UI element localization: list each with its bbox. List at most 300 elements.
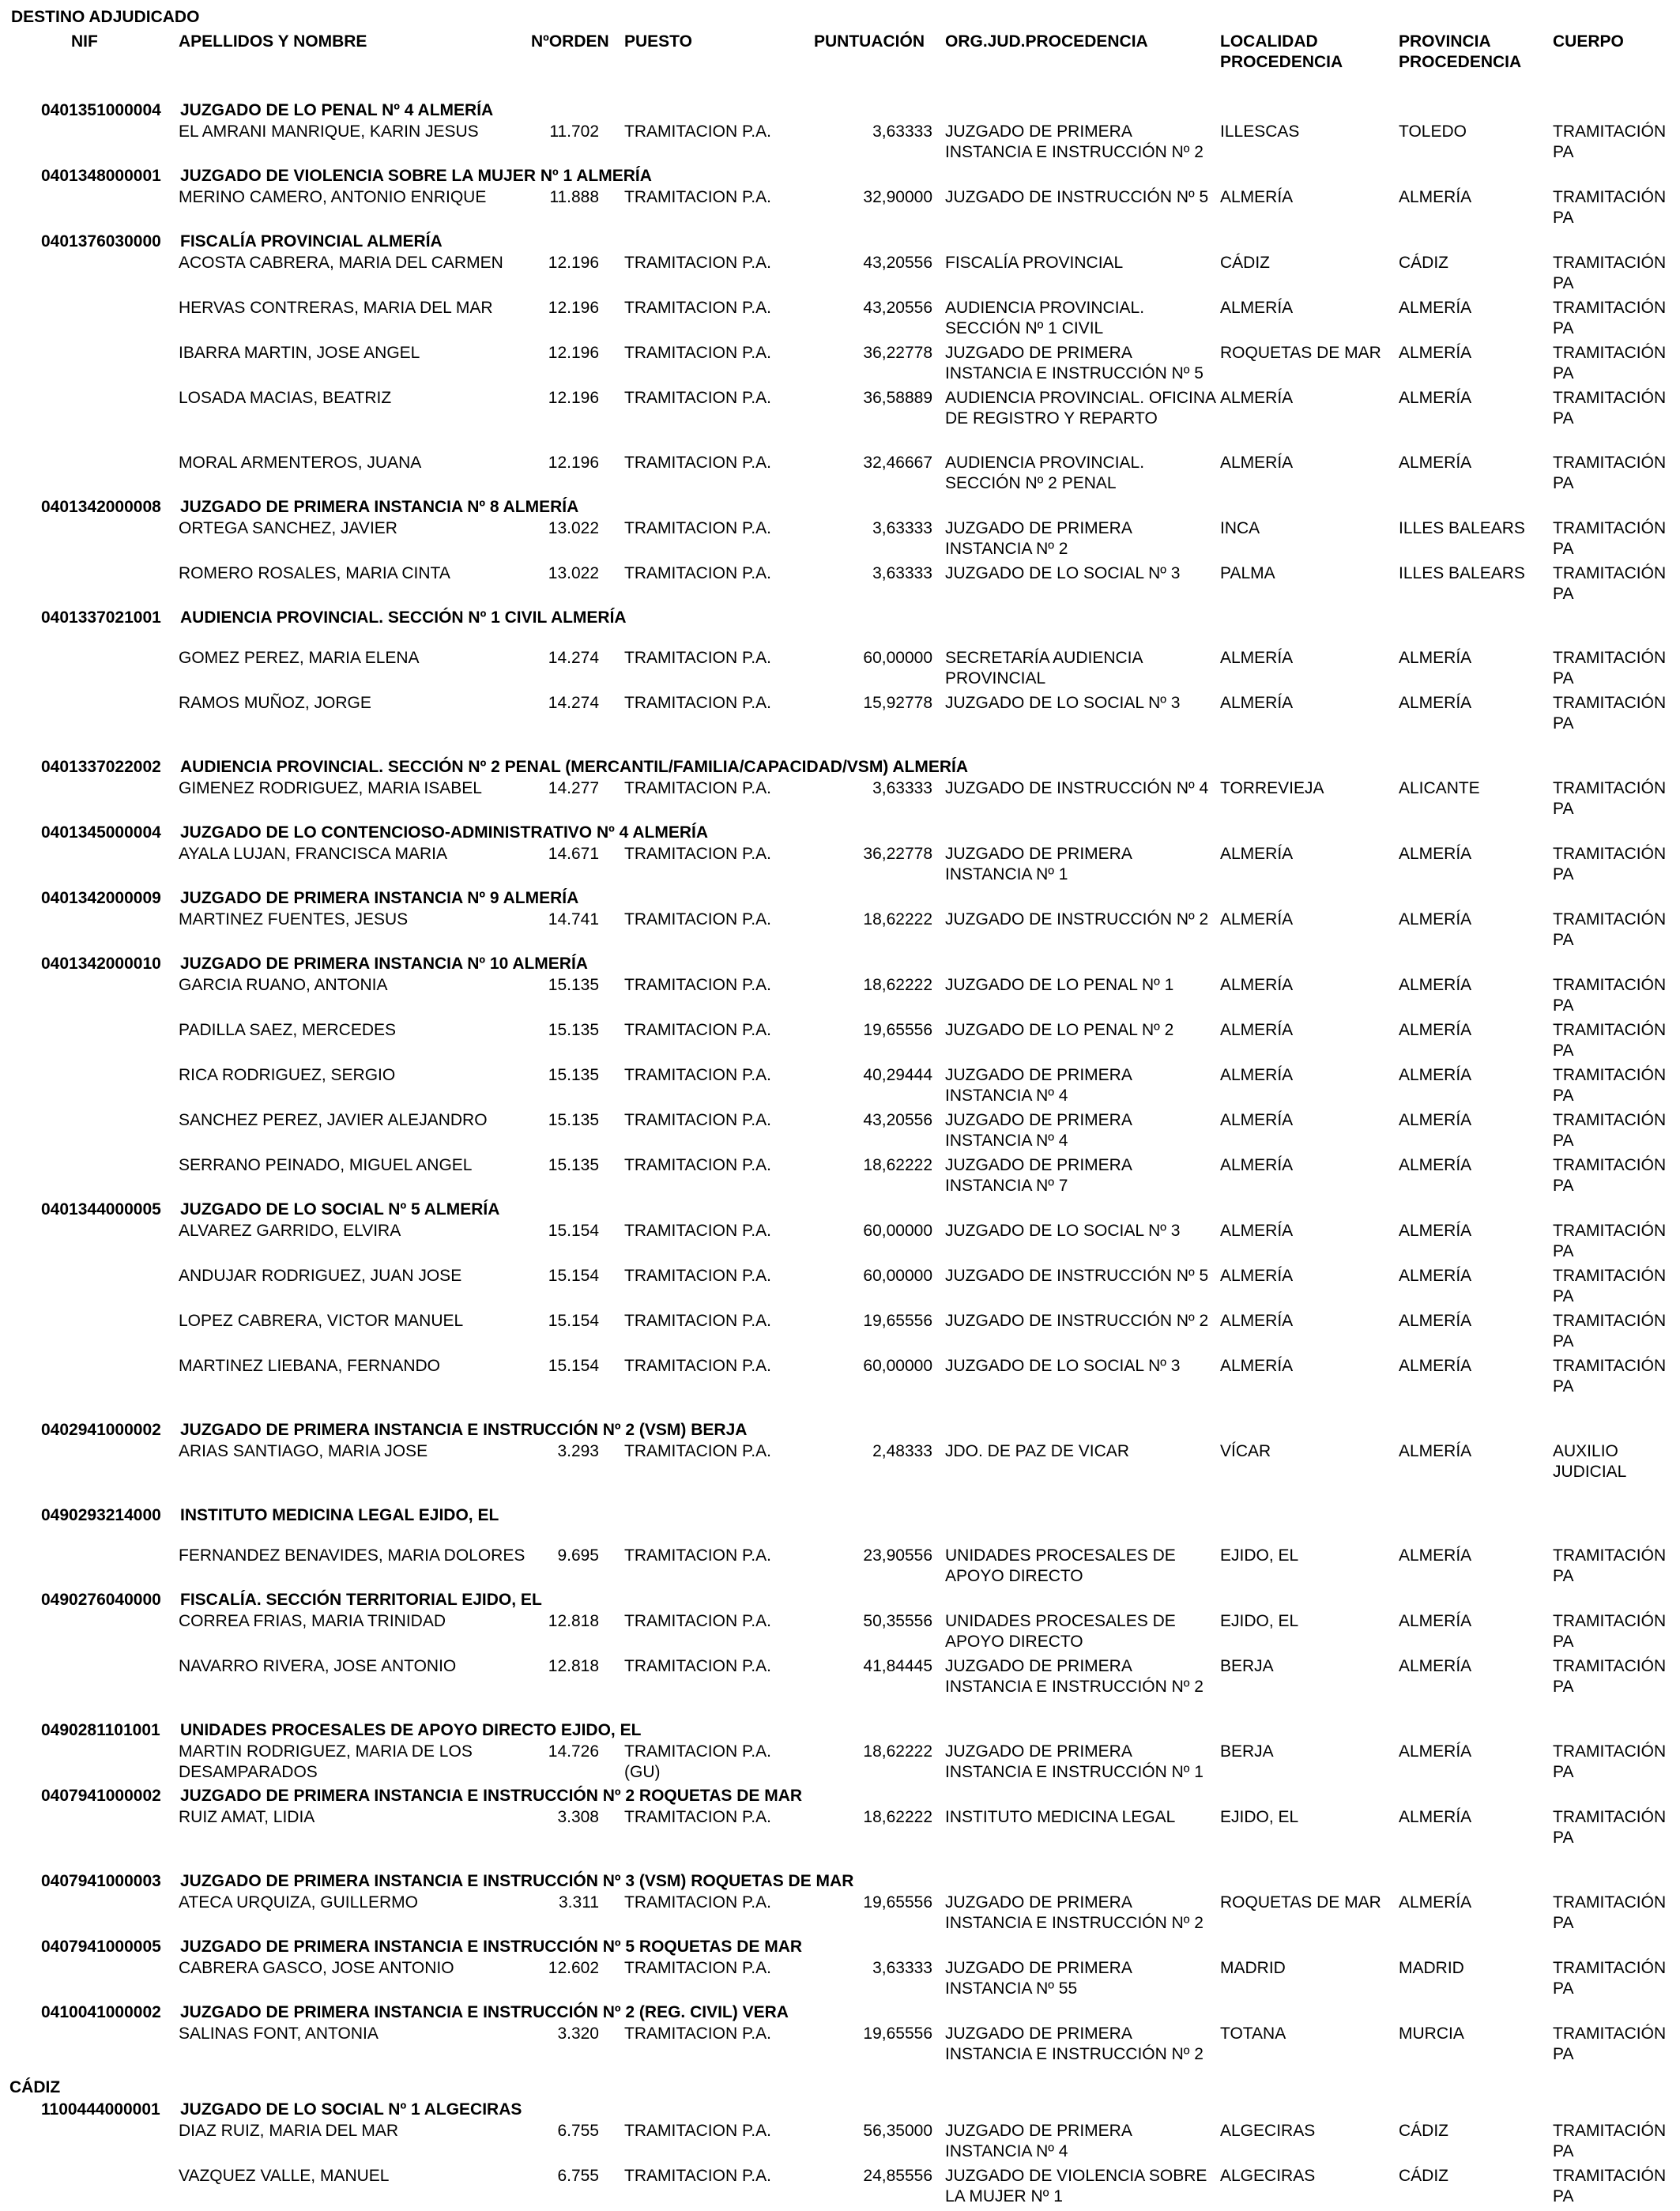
cell-apellidos-nombre: LOSADA MACIAS, BEATRIZ xyxy=(179,389,392,407)
cell-orden: 3.311 xyxy=(559,1893,599,1912)
cell-provincia: ALMERÍA xyxy=(1399,1357,1472,1375)
cell-apellidos-nombre: MORAL ARMENTEROS, JUANA xyxy=(179,454,422,472)
cell-puntuacion: 43,20556 xyxy=(863,299,932,317)
cell-org-procedencia: JUZGADO DE INSTRUCCIÓN Nº 2 xyxy=(945,1312,1209,1330)
table-row xyxy=(0,298,1680,343)
cell-cuerpo: TRAMITACIÓN PA xyxy=(1553,845,1667,883)
cell-provincia: ALMERÍA xyxy=(1399,389,1472,407)
cell-puesto: TRAMITACION P.A. xyxy=(624,845,771,863)
cell-org-procedencia: INSTITUTO MEDICINA LEGAL xyxy=(945,1808,1176,1826)
cell-cuerpo: AUXILIO JUDICIAL xyxy=(1553,1442,1627,1481)
cell-localidad: EJIDO, EL xyxy=(1220,1612,1299,1630)
cell-puntuacion: 19,65556 xyxy=(863,2025,932,2043)
cell-provincia: ALMERÍA xyxy=(1399,1156,1472,1174)
destination-nif: 0401337022002 xyxy=(41,758,161,776)
destination-name: JUZGADO DE PRIMERA INSTANCIA E INSTRUCCIÓN Nº 2 (VSM) BERJA xyxy=(180,1421,748,1439)
cell-puntuacion: 3,63333 xyxy=(872,1959,932,1977)
cell-org-procedencia: JUZGADO DE LO PENAL Nº 1 xyxy=(945,976,1174,994)
table-row xyxy=(0,693,1680,758)
cell-cuerpo: TRAMITACIÓN PA xyxy=(1553,1657,1667,1696)
cell-cuerpo: TRAMITACIÓN PA xyxy=(1553,910,1667,949)
destination-name: JUZGADO DE PRIMERA INSTANCIA Nº 10 ALMERÍA xyxy=(180,955,588,973)
cell-localidad: TORREVIEJA xyxy=(1220,779,1324,797)
cell-puntuacion: 32,46667 xyxy=(863,454,932,472)
cell-cuerpo: TRAMITACIÓN PA xyxy=(1553,649,1667,687)
cell-apellidos-nombre: RUIZ AMAT, LIDIA xyxy=(179,1808,315,1826)
cell-cuerpo: TRAMITACIÓN PA xyxy=(1553,2025,1667,2063)
cell-puesto: TRAMITACION P.A. xyxy=(624,1959,771,1977)
destination-nif: 0401342000008 xyxy=(41,498,161,516)
cell-localidad: EJIDO, EL xyxy=(1220,1546,1299,1565)
table-row xyxy=(0,343,1680,388)
cell-cuerpo: TRAMITACIÓN PA xyxy=(1553,1267,1667,1305)
table-row xyxy=(0,253,1680,298)
table-row xyxy=(0,1958,1680,2003)
cell-puntuacion: 43,20556 xyxy=(863,1111,932,1129)
cell-puntuacion: 3,63333 xyxy=(872,122,932,141)
destination-nif: 0490281101001 xyxy=(41,1721,160,1739)
cell-puesto: TRAMITACION P.A. xyxy=(624,1657,771,1675)
cell-puesto: TRAMITACION P.A. xyxy=(624,1111,771,1129)
destination-name: INSTITUTO MEDICINA LEGAL EJIDO, EL xyxy=(180,1506,499,1524)
cell-org-procedencia: JUZGADO DE PRIMERA INSTANCIA E INSTRUCCIÓN Nº 2 xyxy=(945,1657,1203,1696)
cell-orden: 15.154 xyxy=(548,1357,599,1375)
cell-apellidos-nombre: ATECA URQUIZA, GUILLERMO xyxy=(179,1893,418,1912)
cell-org-procedencia: JUZGADO DE PRIMERA INSTANCIA Nº 4 xyxy=(945,2122,1132,2160)
cell-apellidos-nombre: MERINO CAMERO, ANTONIO ENRIQUE xyxy=(179,188,487,206)
cell-puesto: TRAMITACION P.A. (GU) xyxy=(624,1742,771,1781)
cell-puesto: TRAMITACION P.A. xyxy=(624,2167,771,2185)
cell-puesto: TRAMITACION P.A. xyxy=(624,1021,771,1039)
cell-puntuacion: 2,48333 xyxy=(872,1442,932,1460)
cell-apellidos-nombre: ARIAS SANTIAGO, MARIA JOSE xyxy=(179,1442,428,1460)
table-row xyxy=(0,563,1680,608)
table-row xyxy=(0,518,1680,563)
cell-orden: 14.274 xyxy=(548,694,599,712)
cell-apellidos-nombre: MARTIN RODRIGUEZ, MARIA DE LOS DESAMPARADOS xyxy=(179,1742,473,1781)
cell-localidad: ALMERÍA xyxy=(1220,1312,1294,1330)
cell-apellidos-nombre: DIAZ RUIZ, MARIA DEL MAR xyxy=(179,2122,399,2140)
cell-puesto: TRAMITACION P.A. xyxy=(624,1222,771,1240)
cell-apellidos-nombre: CORREA FRIAS, MARIA TRINIDAD xyxy=(179,1612,446,1630)
cell-apellidos-nombre: IBARRA MARTIN, JOSE ANGEL xyxy=(179,344,420,362)
cell-puesto: TRAMITACION P.A. xyxy=(624,122,771,141)
cell-cuerpo: TRAMITACIÓN PA xyxy=(1553,694,1667,733)
cell-orden: 3.308 xyxy=(557,1808,599,1826)
cell-orden: 13.022 xyxy=(548,564,599,582)
table-row xyxy=(0,910,1680,955)
cell-org-procedencia: JUZGADO DE PRIMERA INSTANCIA Nº 55 xyxy=(945,1959,1132,1998)
cell-puntuacion: 18,62222 xyxy=(863,1808,932,1826)
cell-localidad: ILLESCAS xyxy=(1220,122,1300,141)
cell-provincia: TOLEDO xyxy=(1399,122,1467,141)
cell-apellidos-nombre: EL AMRANI MANRIQUE, KARIN JESUS xyxy=(179,122,479,141)
cell-apellidos-nombre: GOMEZ PEREZ, MARIA ELENA xyxy=(179,649,420,667)
cell-provincia: CÁDIZ xyxy=(1399,2167,1448,2185)
cell-puesto: TRAMITACION P.A. xyxy=(624,344,771,362)
cell-puntuacion: 19,65556 xyxy=(863,1312,932,1330)
cell-puntuacion: 18,62222 xyxy=(863,1156,932,1174)
cell-puntuacion: 18,62222 xyxy=(863,976,932,994)
cell-provincia: ALMERÍA xyxy=(1399,344,1472,362)
cell-cuerpo: TRAMITACIÓN PA xyxy=(1553,564,1667,603)
destination-row xyxy=(0,955,1680,975)
cell-apellidos-nombre: RICA RODRIGUEZ, SERGIO xyxy=(179,1066,396,1084)
destination-nif: 0401342000010 xyxy=(41,955,161,973)
cell-provincia: ALMERÍA xyxy=(1399,1893,1472,1912)
cell-localidad: ALMERÍA xyxy=(1220,299,1294,317)
cell-apellidos-nombre: ALVAREZ GARRIDO, ELVIRA xyxy=(179,1222,401,1240)
destination-row xyxy=(0,889,1680,910)
cell-orden: 14.741 xyxy=(548,910,599,928)
cell-orden: 12.196 xyxy=(548,389,599,407)
cell-puntuacion: 60,00000 xyxy=(863,1357,932,1375)
destination-nif: 0407941000002 xyxy=(41,1787,161,1805)
cell-orden: 12.602 xyxy=(548,1959,599,1977)
cell-provincia: ILLES BALEARS xyxy=(1399,564,1525,582)
cell-orden: 12.818 xyxy=(548,1657,599,1675)
cell-orden: 14.726 xyxy=(548,1742,599,1761)
cell-provincia: ALMERÍA xyxy=(1399,1312,1472,1330)
cell-cuerpo: TRAMITACIÓN PA xyxy=(1553,976,1667,1015)
destination-name: JUZGADO DE PRIMERA INSTANCIA E INSTRUCCIÓN Nº 5 ROQUETAS DE MAR xyxy=(180,1938,803,1956)
cell-puntuacion: 36,58889 xyxy=(863,389,932,407)
destination-nif: 0401337021001 xyxy=(41,608,161,627)
cell-orden: 15.135 xyxy=(548,1066,599,1084)
cell-provincia: ALMERÍA xyxy=(1399,1222,1472,1240)
cell-puesto: TRAMITACION P.A. xyxy=(624,694,771,712)
cell-org-procedencia: JUZGADO DE PRIMERA INSTANCIA E INSTRUCCIÓN Nº 1 xyxy=(945,1742,1203,1781)
cell-org-procedencia: UNIDADES PROCESALES DE APOYO DIRECTO xyxy=(945,1546,1176,1585)
destination-nif: 0407941000005 xyxy=(41,1938,161,1956)
destination-nif: 0407941000003 xyxy=(41,1872,161,1890)
cell-puntuacion: 40,29444 xyxy=(863,1066,932,1084)
cell-cuerpo: TRAMITACIÓN PA xyxy=(1553,389,1667,428)
cell-puesto: TRAMITACION P.A. xyxy=(624,389,771,407)
table-row xyxy=(0,1020,1680,1065)
cell-orden: 15.154 xyxy=(548,1222,599,1240)
table-row xyxy=(0,975,1680,1020)
cell-cuerpo: TRAMITACIÓN PA xyxy=(1553,1021,1667,1060)
cell-puesto: TRAMITACION P.A. xyxy=(624,649,771,667)
cell-org-procedencia: JUZGADO DE PRIMERA INSTANCIA Nº 2 xyxy=(945,519,1132,558)
cell-puesto: TRAMITACION P.A. xyxy=(624,1066,771,1084)
cell-org-procedencia: JUZGADO DE PRIMERA INSTANCIA E INSTRUCCIÓN Nº 2 xyxy=(945,2025,1203,2063)
cell-provincia: ALMERÍA xyxy=(1399,188,1472,206)
cell-puntuacion: 56,35000 xyxy=(863,2122,932,2140)
cell-localidad: ALGECIRAS xyxy=(1220,2167,1316,2185)
destination-name: JUZGADO DE PRIMERA INSTANCIA E INSTRUCCIÓN Nº 2 ROQUETAS DE MAR xyxy=(180,1787,803,1805)
cell-puesto: TRAMITACION P.A. xyxy=(624,910,771,928)
destination-row xyxy=(0,167,1680,187)
table-row xyxy=(0,844,1680,889)
destination-nif: 0402941000002 xyxy=(41,1421,161,1439)
cell-orden: 15.154 xyxy=(548,1267,599,1285)
cell-puesto: TRAMITACION P.A. xyxy=(624,1546,771,1565)
cell-org-procedencia: JUZGADO DE INSTRUCCIÓN Nº 4 xyxy=(945,779,1209,797)
cell-apellidos-nombre: AYALA LUJAN, FRANCISCA MARIA xyxy=(179,845,447,863)
cell-localidad: ALMERÍA xyxy=(1220,694,1294,712)
cell-orden: 6.755 xyxy=(557,2122,599,2140)
cell-orden: 12.818 xyxy=(548,1612,599,1630)
destination-row xyxy=(0,1200,1680,1221)
cell-org-procedencia: AUDIENCIA PROVINCIAL. SECCIÓN Nº 1 CIVIL xyxy=(945,299,1145,337)
destination-row xyxy=(0,498,1680,518)
destination-nif: 0490293214000 xyxy=(41,1506,161,1524)
cell-provincia: ALMERÍA xyxy=(1399,1267,1472,1285)
cell-apellidos-nombre: SALINAS FONT, ANTONIA xyxy=(179,2025,379,2043)
cell-cuerpo: TRAMITACIÓN PA xyxy=(1553,1066,1667,1105)
destination-nif: 0401342000009 xyxy=(41,889,161,907)
cell-cuerpo: TRAMITACIÓN PA xyxy=(1553,2167,1667,2205)
cell-puesto: TRAMITACION P.A. xyxy=(624,1267,771,1285)
destination-row xyxy=(0,1591,1680,1611)
cell-org-procedencia: JUZGADO DE VIOLENCIA SOBRE LA MUJER Nº 1 xyxy=(945,2167,1207,2205)
destination-row xyxy=(0,1721,1680,1742)
cell-cuerpo: TRAMITACIÓN PA xyxy=(1553,122,1667,161)
cell-orden: 14.274 xyxy=(548,649,599,667)
destination-name: UNIDADES PROCESALES DE APOYO DIRECTO EJIDO, EL xyxy=(180,1721,642,1739)
cell-localidad: CÁDIZ xyxy=(1220,254,1270,272)
table-row xyxy=(0,1110,1680,1155)
cell-provincia: ALMERÍA xyxy=(1399,454,1472,472)
cell-apellidos-nombre: GIMENEZ RODRIGUEZ, MARIA ISABEL xyxy=(179,779,482,797)
cell-provincia: ALMERÍA xyxy=(1399,649,1472,667)
cell-org-procedencia: JUZGADO DE PRIMERA INSTANCIA E INSTRUCCIÓN Nº 2 xyxy=(945,1893,1203,1932)
destination-name: JUZGADO DE PRIMERA INSTANCIA Nº 9 ALMERÍA xyxy=(180,889,579,907)
table-row xyxy=(0,1807,1680,1872)
cell-puntuacion: 19,65556 xyxy=(863,1021,932,1039)
cell-provincia: ALMERÍA xyxy=(1399,976,1472,994)
destination-name: FISCALÍA PROVINCIAL ALMERÍA xyxy=(180,232,443,250)
cell-puesto: TRAMITACION P.A. xyxy=(624,2025,771,2043)
header-provincia: PROVINCIA PROCEDENCIA xyxy=(1399,32,1522,71)
cell-org-procedencia: AUDIENCIA PROVINCIAL. OFICINA DE REGISTRO Y REPARTO xyxy=(945,389,1215,428)
cell-puesto: TRAMITACION P.A. xyxy=(624,1612,771,1630)
destination-name: JUZGADO DE LO SOCIAL Nº 1 ALGECIRAS xyxy=(180,2100,522,2119)
cell-localidad: ALMERÍA xyxy=(1220,976,1294,994)
table-row xyxy=(0,1611,1680,1656)
cell-localidad: PALMA xyxy=(1220,564,1275,582)
cell-localidad: ALMERÍA xyxy=(1220,1357,1294,1375)
cell-localidad: ALMERÍA xyxy=(1220,1222,1294,1240)
cell-provincia: ILLES BALEARS xyxy=(1399,519,1525,537)
cell-provincia: ALMERÍA xyxy=(1399,1111,1472,1129)
destination-row xyxy=(0,608,1680,648)
cell-cuerpo: TRAMITACIÓN PA xyxy=(1553,254,1667,292)
province-heading xyxy=(0,2069,1680,2100)
cell-provincia: ALMERÍA xyxy=(1399,910,1472,928)
table-row xyxy=(0,1546,1680,1591)
cell-puntuacion: 15,92778 xyxy=(863,694,932,712)
destination-name: AUDIENCIA PROVINCIAL. SECCIÓN Nº 2 PENAL (MERCANTIL/FAMILIA/CAPACIDAD/VSM) ALMERÍA xyxy=(180,758,969,776)
cell-apellidos-nombre: SERRANO PEINADO, MIGUEL ANGEL xyxy=(179,1156,473,1174)
header-nif: NIF xyxy=(71,32,98,51)
cell-puesto: TRAMITACION P.A. xyxy=(624,1357,771,1375)
cell-orden: 13.022 xyxy=(548,519,599,537)
cell-cuerpo: TRAMITACIÓN PA xyxy=(1553,1742,1667,1781)
cell-localidad: ALGECIRAS xyxy=(1220,2122,1316,2140)
cell-localidad: ALMERÍA xyxy=(1220,188,1294,206)
cell-localidad: ALMERÍA xyxy=(1220,389,1294,407)
destination-name: JUZGADO DE PRIMERA INSTANCIA E INSTRUCCIÓN Nº 2 (REG. CIVIL) VERA xyxy=(180,2003,789,2021)
cell-org-procedencia: JDO. DE PAZ DE VICAR xyxy=(945,1442,1129,1460)
destination-row xyxy=(0,101,1680,122)
cell-apellidos-nombre: CABRERA GASCO, JOSE ANTONIO xyxy=(179,1959,454,1977)
cell-cuerpo: TRAMITACIÓN PA xyxy=(1553,1546,1667,1585)
destination-row xyxy=(0,823,1680,844)
destination-name: FISCALÍA. SECCIÓN TERRITORIAL EJIDO, EL xyxy=(180,1591,542,1609)
table-row xyxy=(0,1266,1680,1311)
header-cuerpo: CUERPO xyxy=(1553,32,1624,51)
cell-provincia: MURCIA xyxy=(1399,2025,1464,2043)
destination-name: JUZGADO DE PRIMERA INSTANCIA E INSTRUCCIÓN Nº 3 (VSM) ROQUETAS DE MAR xyxy=(180,1872,854,1890)
destination-nif: 0401351000004 xyxy=(41,101,161,119)
cell-apellidos-nombre: GARCIA RUANO, ANTONIA xyxy=(179,976,388,994)
cell-org-procedencia: JUZGADO DE LO SOCIAL Nº 3 xyxy=(945,1222,1181,1240)
table-row xyxy=(0,122,1680,167)
cell-localidad: ALMERÍA xyxy=(1220,1267,1294,1285)
cell-org-procedencia: JUZGADO DE INSTRUCCIÓN Nº 5 xyxy=(945,188,1209,206)
cell-apellidos-nombre: NAVARRO RIVERA, JOSE ANTONIO xyxy=(179,1657,457,1675)
cell-localidad: ROQUETAS DE MAR xyxy=(1220,344,1381,362)
cell-orden: 15.135 xyxy=(548,1111,599,1129)
cell-puntuacion: 60,00000 xyxy=(863,649,932,667)
cell-apellidos-nombre: RAMOS MUÑOZ, JORGE xyxy=(179,694,371,712)
table-row xyxy=(0,388,1680,453)
cell-org-procedencia: JUZGADO DE PRIMERA INSTANCIA Nº 7 xyxy=(945,1156,1132,1195)
cell-puntuacion: 36,22778 xyxy=(863,845,932,863)
cell-puesto: TRAMITACION P.A. xyxy=(624,254,771,272)
cell-puesto: TRAMITACION P.A. xyxy=(624,1893,771,1912)
table-row xyxy=(0,2024,1680,2069)
cell-localidad: ALMERÍA xyxy=(1220,649,1294,667)
cell-apellidos-nombre: ORTEGA SANCHEZ, JAVIER xyxy=(179,519,397,537)
cell-puesto: TRAMITACION P.A. xyxy=(624,188,771,206)
cell-apellidos-nombre: VAZQUEZ VALLE, MANUEL xyxy=(179,2167,390,2185)
cell-puesto: TRAMITACION P.A. xyxy=(624,1808,771,1826)
cell-orden: 12.196 xyxy=(548,344,599,362)
cell-cuerpo: TRAMITACIÓN PA xyxy=(1553,1111,1667,1150)
table-row xyxy=(0,648,1680,693)
destination-row xyxy=(0,1938,1680,1958)
cell-localidad: ALMERÍA xyxy=(1220,1021,1294,1039)
cell-provincia: MADRID xyxy=(1399,1959,1464,1977)
cell-org-procedencia: JUZGADO DE LO SOCIAL Nº 3 xyxy=(945,694,1181,712)
table-row xyxy=(0,1441,1680,1506)
cell-orden: 11.888 xyxy=(549,188,599,206)
header-orden: NºORDEN xyxy=(531,32,609,51)
cell-localidad: ROQUETAS DE MAR xyxy=(1220,1893,1381,1912)
cell-apellidos-nombre: ANDUJAR RODRIGUEZ, JUAN JOSE xyxy=(179,1267,462,1285)
cell-orden: 15.135 xyxy=(548,1021,599,1039)
table-row xyxy=(0,1356,1680,1421)
cell-puesto: TRAMITACION P.A. xyxy=(624,976,771,994)
cell-puesto: TRAMITACION P.A. xyxy=(624,564,771,582)
cell-cuerpo: TRAMITACIÓN PA xyxy=(1553,299,1667,337)
table-row xyxy=(0,1893,1680,1938)
cell-localidad: BERJA xyxy=(1220,1657,1274,1675)
cell-provincia: ALMERÍA xyxy=(1399,845,1472,863)
destination-row xyxy=(0,1787,1680,1807)
cell-localidad: VÍCAR xyxy=(1220,1442,1271,1460)
cell-puesto: TRAMITACION P.A. xyxy=(624,2122,771,2140)
table-row xyxy=(0,187,1680,232)
cell-localidad: ALMERÍA xyxy=(1220,1111,1294,1129)
cell-localidad: TOTANA xyxy=(1220,2025,1286,2043)
cell-orden: 15.135 xyxy=(548,1156,599,1174)
destination-row xyxy=(0,1872,1680,1893)
cell-puntuacion: 60,00000 xyxy=(863,1267,932,1285)
cell-cuerpo: TRAMITACIÓN PA xyxy=(1553,779,1667,818)
cell-localidad: BERJA xyxy=(1220,1742,1274,1761)
cell-puntuacion: 43,20556 xyxy=(863,254,932,272)
cell-orden: 12.196 xyxy=(548,299,599,317)
cell-puesto: TRAMITACION P.A. xyxy=(624,454,771,472)
cell-org-procedencia: JUZGADO DE PRIMERA INSTANCIA Nº 1 xyxy=(945,845,1132,883)
destination-name: JUZGADO DE LO PENAL Nº 4 ALMERÍA xyxy=(180,101,494,119)
cell-orden: 14.277 xyxy=(548,779,599,797)
cell-apellidos-nombre: MARTINEZ LIEBANA, FERNANDO xyxy=(179,1357,440,1375)
cell-org-procedencia: AUDIENCIA PROVINCIAL. SECCIÓN Nº 2 PENAL xyxy=(945,454,1145,492)
cell-org-procedencia: JUZGADO DE INSTRUCCIÓN Nº 5 xyxy=(945,1267,1209,1285)
province-name: CÁDIZ xyxy=(9,2078,61,2096)
cell-cuerpo: TRAMITACIÓN PA xyxy=(1553,1357,1667,1396)
destination-nif: 0401348000001 xyxy=(41,167,161,185)
destination-name: JUZGADO DE LO SOCIAL Nº 5 ALMERÍA xyxy=(180,1200,500,1218)
cell-provincia: CÁDIZ xyxy=(1399,2122,1448,2140)
cell-org-procedencia: JUZGADO DE PRIMERA INSTANCIA Nº 4 xyxy=(945,1111,1132,1150)
cell-org-procedencia: JUZGADO DE LO SOCIAL Nº 3 xyxy=(945,1357,1181,1375)
cell-localidad: EJIDO, EL xyxy=(1220,1808,1299,1826)
cell-puesto: TRAMITACION P.A. xyxy=(624,779,771,797)
cell-localidad: INCA xyxy=(1220,519,1260,537)
cell-org-procedencia: JUZGADO DE PRIMERA INSTANCIA E INSTRUCCIÓN Nº 2 xyxy=(945,122,1203,161)
cell-orden: 15.135 xyxy=(548,976,599,994)
cell-orden: 6.755 xyxy=(557,2167,599,2185)
table-row xyxy=(0,1656,1680,1721)
cell-provincia: ALMERÍA xyxy=(1399,1808,1472,1826)
cell-apellidos-nombre: MARTINEZ FUENTES, JESUS xyxy=(179,910,409,928)
cell-org-procedencia: JUZGADO DE INSTRUCCIÓN Nº 2 xyxy=(945,910,1209,928)
cell-cuerpo: TRAMITACIÓN PA xyxy=(1553,1612,1667,1651)
cell-puntuacion: 50,35556 xyxy=(863,1612,932,1630)
table-row xyxy=(0,1155,1680,1200)
cell-provincia: ALMERÍA xyxy=(1399,1612,1472,1630)
destination-row xyxy=(0,758,1680,778)
destination-row xyxy=(0,232,1680,253)
cell-puesto: TRAMITACION P.A. xyxy=(624,299,771,317)
destination-row xyxy=(0,2003,1680,2024)
destination-row xyxy=(0,1506,1680,1546)
cell-orden: 14.671 xyxy=(548,845,599,863)
cell-puesto: TRAMITACION P.A. xyxy=(624,1442,771,1460)
cell-orden: 11.702 xyxy=(549,122,599,141)
cell-cuerpo: TRAMITACIÓN PA xyxy=(1553,2122,1667,2160)
destination-row xyxy=(0,2100,1680,2121)
table-row xyxy=(0,2166,1680,2211)
cell-orden: 15.154 xyxy=(548,1312,599,1330)
cell-puntuacion: 3,63333 xyxy=(872,519,932,537)
cell-apellidos-nombre: FERNANDEZ BENAVIDES, MARIA DOLORES xyxy=(179,1546,525,1565)
table-row xyxy=(0,453,1680,498)
cell-puntuacion: 41,84445 xyxy=(863,1657,932,1675)
cell-puntuacion: 19,65556 xyxy=(863,1893,932,1912)
cell-puntuacion: 18,62222 xyxy=(863,910,932,928)
cell-provincia: ALMERÍA xyxy=(1399,1657,1472,1675)
cell-provincia: CÁDIZ xyxy=(1399,254,1448,272)
cell-provincia: ALMERÍA xyxy=(1399,694,1472,712)
